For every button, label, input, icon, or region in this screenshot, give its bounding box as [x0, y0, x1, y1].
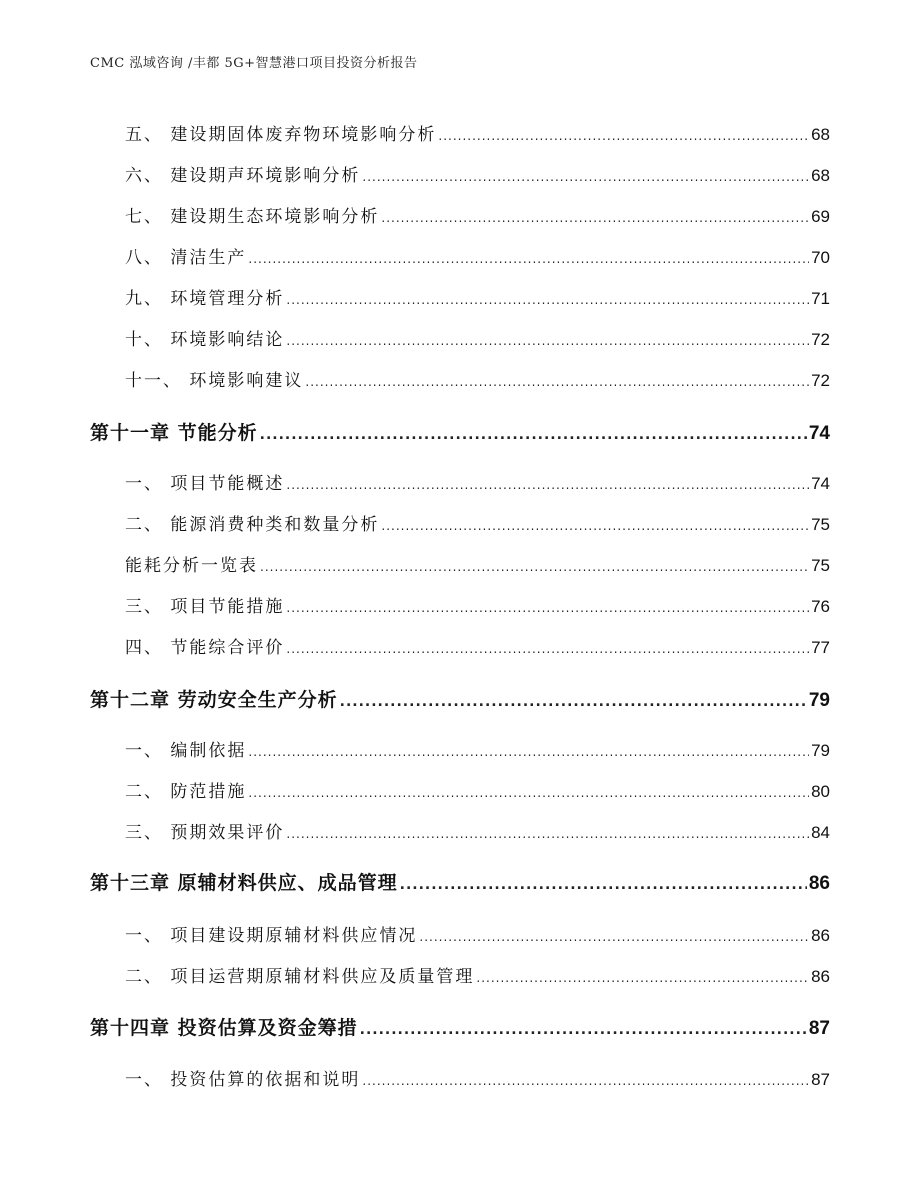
toc-leader-dots	[400, 872, 807, 894]
toc-leader-dots	[248, 248, 809, 268]
toc-chapter-entry[interactable]	[0, 685, 920, 713]
toc-leader-dots	[381, 207, 809, 227]
toc-entry-label: 十、 环境影响结论	[125, 330, 285, 350]
toc-page-number: 86	[811, 926, 830, 945]
toc-entry[interactable]	[0, 202, 920, 230]
toc-entry[interactable]	[0, 510, 920, 538]
toc-entry-label: 一、 项目节能概述	[125, 474, 285, 494]
toc-entry[interactable]	[0, 1065, 920, 1093]
toc-page-number: 69	[811, 207, 830, 226]
toc-entry-label: 七、 建设期生态环境影响分析	[125, 207, 380, 227]
toc-page-number: 87	[811, 1070, 830, 1089]
toc-entry-label: 三、 项目节能措施	[125, 597, 285, 617]
toc-leader-dots	[340, 689, 807, 711]
toc-leader-dots	[438, 125, 809, 145]
toc-leader-dots	[286, 638, 809, 658]
toc-entry-label: 一、 项目建设期原辅材料供应情况	[125, 926, 418, 946]
toc-entry-label: 六、 建设期声环境影响分析	[125, 166, 361, 186]
toc-page-number: 87	[808, 1018, 830, 1039]
toc-entry[interactable]	[0, 777, 920, 805]
toc-page-number: 79	[811, 741, 830, 760]
toc-leader-dots	[260, 556, 809, 576]
toc-entry[interactable]	[0, 818, 920, 846]
toc-page-number: 75	[811, 515, 830, 534]
toc-entry-label: 二、 防范措施	[125, 782, 247, 802]
toc-leader-dots	[286, 330, 809, 350]
toc-chapter-entry[interactable]	[0, 1013, 920, 1041]
toc-page-number: 86	[808, 873, 830, 894]
toc-page-number: 77	[811, 638, 830, 657]
toc-leader-dots	[286, 474, 809, 494]
toc-chapter-entry[interactable]	[0, 868, 920, 896]
toc-entry[interactable]	[0, 962, 920, 990]
toc-leader-dots	[260, 422, 807, 444]
running-header: CMC 泓域咨询 /丰都 5G+智慧港口项目投资分析报告	[90, 56, 418, 71]
toc-entry[interactable]	[0, 120, 920, 148]
toc-chapter-label: 第十一章 节能分析	[90, 422, 258, 444]
toc-page-number: 76	[811, 597, 830, 616]
toc-page-number: 74	[808, 423, 830, 444]
toc-page-number: 86	[811, 967, 830, 986]
toc-entry-label: 八、 清洁生产	[125, 248, 247, 268]
toc-page-number: 71	[811, 289, 830, 308]
toc-leader-dots	[248, 741, 809, 761]
toc-leader-dots	[305, 371, 809, 391]
toc-leader-dots	[286, 597, 809, 617]
toc-leader-dots	[476, 967, 809, 987]
toc-entry[interactable]	[0, 736, 920, 764]
toc-page-number: 68	[811, 125, 830, 144]
toc-entry-label: 一、 编制依据	[125, 741, 247, 761]
toc-page-number: 68	[811, 166, 830, 185]
toc-leader-dots	[419, 926, 809, 946]
toc-leader-dots	[362, 166, 809, 186]
toc-entry-label: 能耗分析一览表	[125, 556, 258, 576]
toc-leader-dots	[248, 782, 809, 802]
toc-page-number: 84	[811, 823, 830, 842]
toc-entry-label: 十一、 环境影响建议	[125, 371, 304, 391]
toc-entry-label: 五、 建设期固体废弃物环境影响分析	[125, 125, 437, 145]
toc-page-number: 80	[811, 782, 830, 801]
toc-entry-label: 二、 项目运营期原辅材料供应及质量管理	[125, 967, 475, 987]
toc-chapter-label: 第十二章 劳动安全生产分析	[90, 689, 338, 711]
toc-entry[interactable]	[0, 284, 920, 312]
toc-entry[interactable]	[0, 161, 920, 189]
toc-leader-dots	[286, 289, 809, 309]
toc-entry[interactable]	[0, 325, 920, 353]
toc-page-number: 72	[811, 330, 830, 349]
toc-entry-label: 一、 投资估算的依据和说明	[125, 1070, 361, 1090]
toc-page-number: 70	[811, 248, 830, 267]
toc-leader-dots	[286, 823, 809, 843]
toc-page-number: 75	[811, 556, 830, 575]
toc-entry-label: 三、 预期效果评价	[125, 823, 285, 843]
toc-entry[interactable]	[0, 366, 920, 394]
toc-chapter-entry[interactable]	[0, 418, 920, 446]
toc-entry[interactable]	[0, 469, 920, 497]
toc-page-number: 79	[808, 690, 830, 711]
toc-page-number: 74	[811, 474, 830, 493]
toc-leader-dots	[381, 515, 809, 535]
toc-entry-label: 二、 能源消费种类和数量分析	[125, 515, 380, 535]
toc-entry[interactable]	[0, 921, 920, 949]
toc-entry[interactable]	[0, 243, 920, 271]
toc-page-number: 72	[811, 371, 830, 390]
toc-chapter-label: 第十三章 原辅材料供应、成品管理	[90, 872, 398, 894]
toc-entry[interactable]	[0, 551, 920, 579]
toc-leader-dots	[360, 1017, 807, 1039]
toc-chapter-label: 第十四章 投资估算及资金筹措	[90, 1017, 358, 1039]
toc-entry-label: 九、 环境管理分析	[125, 289, 285, 309]
toc-leader-dots	[362, 1070, 809, 1090]
toc-entry[interactable]	[0, 633, 920, 661]
toc-entry[interactable]	[0, 592, 920, 620]
toc-entry-label: 四、 节能综合评价	[125, 638, 285, 658]
